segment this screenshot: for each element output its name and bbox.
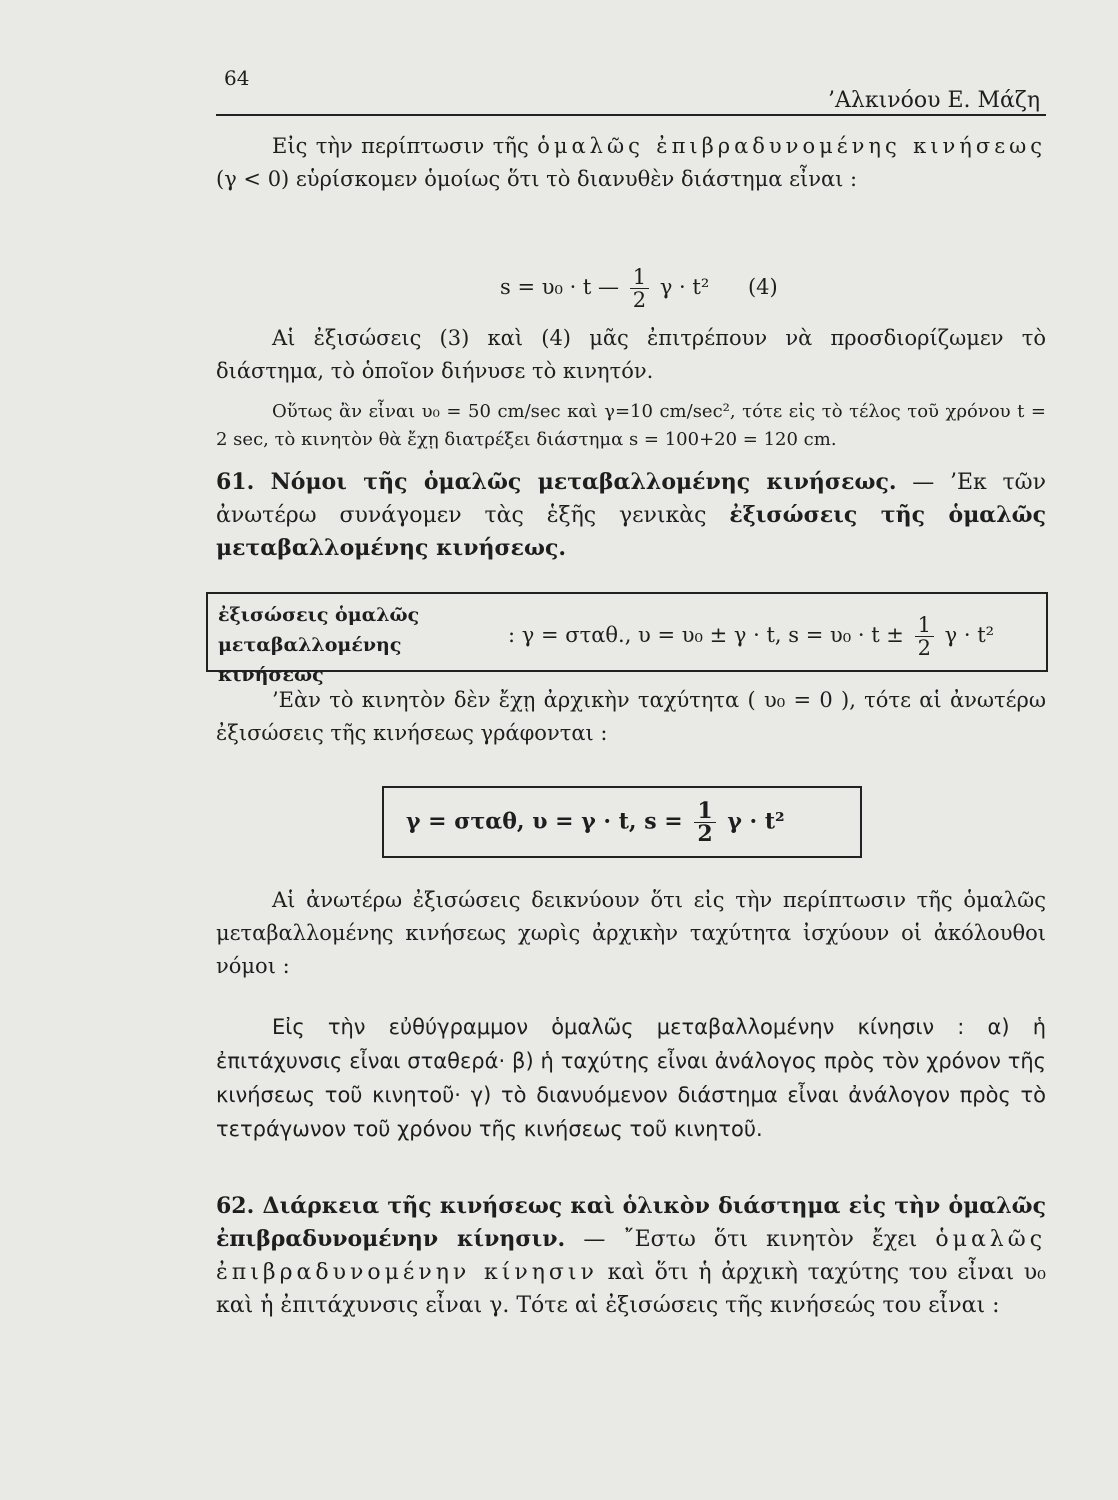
- fraction: $\frac{1}{2}$: [630, 266, 649, 311]
- example-text: Οὕτως ἂν εἶναι υ₀ = 50 cm/sec καὶ γ=10 cm/sec², τότε εἰς τὸ τέλος τοῦ χρόνου t = 2 sec, τὸ κινητὸν θὰ ἔχῃ διατρέξει διάστημα s = 100+20 = 120 cm.: [216, 401, 1046, 450]
- running-header-author: ’Αλκινόου Ε. Μάζη: [828, 88, 1040, 113]
- fraction: $\frac{1}{2}$: [694, 800, 715, 845]
- zero-velocity-equations: γ = σταθ, υ = γ · t, s = $\frac{1}{2}$ γ · t²: [406, 798, 785, 847]
- spaced-term: ὁμαλῶς ἐπιβραδυνομένην κίνησιν: [216, 1227, 1047, 1285]
- section-61: 61. Νόμοι τῆς ὁμαλῶς μεταβαλλομένης κινήσεως. — ’Εκ τῶν ἀνωτέρω συνάγομεν τὰς ἑξῆς γενικὰς ἐξισώσεις τῆς ὁμαλῶς μεταβαλλομένης κινήσεως.: [216, 469, 1046, 561]
- section-62: 62. Διάρκεια τῆς κινήσεως καὶ ὁλικὸν διάστημα εἰς τὴν ὁμαλῶς ἐπιβραδυνομένην κίνησιν. — ῎Εστω ὅτι κινητὸν ἔχει ὁμαλῶς ἐπιβραδυνομένην κίνησιν καὶ ὅτι ἡ ἀρχικὴ ταχύτης του εἶναι υ₀ καὶ ἡ ἐπιτάχυνσις εἶναι γ. Τότε αἱ ἐξισώσεις τῆς κινήσεώς του εἶναι :: [216, 1193, 1047, 1318]
- paragraph-deceleration: Εἰς τὴν περίπτωσιν τῆς ὁμαλῶς ἐπιβραδυνομένης κινήσεως (γ < 0) εὑρίσκομεν ὁμοίως ὅτι τὸ διανυθὲν διάστημα εἶναι :: [216, 134, 1046, 191]
- section-61-title: 61. Νόμοι τῆς ὁμαλῶς μεταβαλλομένης κινήσεως.: [216, 469, 897, 495]
- paragraph-laws: Εἰς τὴν εὐθύγραμμον ὁμαλῶς μεταβαλλομένην κίνησιν : α) ἡ ἐπιτάχυνσις εἶναι σταθερά· β) ἡ ταχύτης εἶναι ἀνάλογος πρὸς τὸν χρόνον τῆς κινήσεως τοῦ κινητοῦ· γ) τὸ διανυόμενον διάστημα εἶναι ἀνάλογον πρὸς τὸ τετράγωνον τοῦ χρόνου τῆς κινήσεως τοῦ κινητοῦ.: [216, 1015, 1046, 1141]
- general-equations: : γ = σταθ., υ = υ₀ ± γ · t, s = υ₀ · t ± $\frac{1}{2}$ γ · t²: [508, 613, 995, 660]
- zero-velocity-equations-box: [382, 786, 862, 858]
- paragraph-laws-intro: Αἱ ἀνωτέρω ἐξισώσεις δεικνύουν ὅτι εἰς τὴν περίπτωσιν τῆς ὁμαλῶς μεταβαλλομένης κινήσεως χωρὶς ἀρχικὴν ταχύτητα ἰσχύουν οἱ ἀκόλουθοι νόμοι :: [216, 888, 1046, 978]
- paragraph-equations-use: Αἱ ἐξισώσεις (3) καὶ (4) μᾶς ἐπιτρέπουν νὰ προσδιορίζωμεν τὸ διάστημα, τὸ ὁποῖον διήνυσε τὸ κινητόν.: [216, 326, 1046, 383]
- header-rule: [216, 114, 1046, 116]
- paragraph-zero-initial-velocity: ’Εὰν τὸ κινητὸν δὲν ἔχῃ ἀρχικὴν ταχύτητα ( υ₀ = 0 ), τότε αἱ ἀνωτέρω ἐξισώσεις τῆς κινήσεως γράφονται :: [216, 688, 1046, 745]
- fraction: $\frac{1}{2}$: [915, 614, 934, 659]
- equation-label: (4): [747, 275, 778, 299]
- box-label: ἐξισώσεις ὁμαλῶς μεταβαλλομένης κινήσεως: [218, 604, 420, 686]
- section-62-title: 62. Διάρκεια τῆς κινήσεως καὶ ὁλικὸν διάστημα εἰς τὴν ὁμαλῶς ἐπιβραδυνομένην κίνησιν.: [216, 1193, 1046, 1252]
- general-equations-box: [206, 592, 1048, 686]
- page-number: 64: [224, 66, 250, 90]
- spaced-term: ὁμαλῶς ἐπιβραδυνομένης κινήσεως: [537, 134, 1046, 158]
- equation-4: s = υ₀ · t — $\frac{1}{2}$ γ · t² (4): [500, 265, 778, 312]
